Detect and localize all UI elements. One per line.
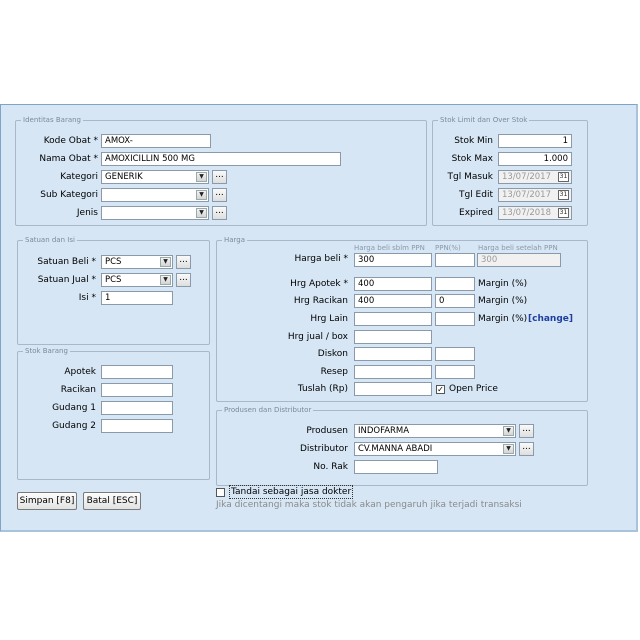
sub-kategori-select[interactable] <box>101 188 209 202</box>
satuan-beli-browse-button[interactable]: ... <box>176 255 191 269</box>
tuslah-input[interactable] <box>354 382 432 396</box>
distributor-label: Distributor <box>299 444 348 454</box>
margin-apotek-input[interactable] <box>435 277 475 291</box>
satuan-beli-value: PCS <box>105 257 122 267</box>
ppn-input[interactable] <box>435 253 475 267</box>
diskon-input[interactable] <box>354 347 432 361</box>
chevron-down-icon[interactable]: ▼ <box>196 172 207 182</box>
isi-input[interactable]: 1 <box>101 291 173 305</box>
hrg-racikan-label: Hrg Racikan <box>293 296 348 306</box>
diskon-label: Diskon <box>317 349 348 359</box>
satuan-jual-select[interactable] <box>101 273 173 287</box>
no-rak-label: No. Rak <box>313 462 348 472</box>
margin-lain-input[interactable] <box>435 312 475 326</box>
stok-gudang1-input[interactable] <box>101 401 173 415</box>
jenis-select[interactable] <box>101 206 209 220</box>
margin-label: Margin (%) <box>478 279 528 289</box>
hrg-lain-input[interactable] <box>354 312 432 326</box>
kode-obat-input[interactable]: AMOX- <box>101 134 211 148</box>
jenis-browse-button[interactable]: ... <box>212 206 227 220</box>
harga-setelah-ppn-input: 300 <box>477 253 561 267</box>
diskon-percent-input[interactable] <box>435 347 475 361</box>
group-title: Produsen dan Distributor <box>224 406 312 414</box>
open-price-checkbox[interactable]: ✓ <box>437 385 444 394</box>
expired-input[interactable] <box>498 206 572 220</box>
stok-gudang1-label: Gudang 1 <box>52 403 96 413</box>
hrg-lain-label: Hrg Lain <box>310 314 348 324</box>
chevron-down-icon[interactable]: ▼ <box>196 190 207 200</box>
calendar-icon[interactable]: 31 <box>559 191 568 198</box>
change-link[interactable]: [change] <box>528 314 573 324</box>
kategori-label: Kategori <box>60 172 98 182</box>
harga-beli-input[interactable]: 300 <box>354 253 432 267</box>
tgl-edit-label: Tgl Edit <box>458 190 493 200</box>
hrg-jual-box-input[interactable] <box>354 330 432 344</box>
margin-label: Margin (%) <box>478 314 528 324</box>
sub-kategori-browse-button[interactable]: ... <box>212 188 227 202</box>
jasa-dokter-hint: Jika dicentangi maka stok tidak akan pengaruh jika terjadi transaksi <box>216 500 522 510</box>
tgl-masuk-label: Tgl Masuk <box>447 172 493 182</box>
jasa-dokter-checkbox[interactable] <box>216 488 225 497</box>
group-title: Stok Limit dan Over Stok <box>440 116 528 124</box>
distributor-select[interactable] <box>354 442 516 456</box>
resep-input[interactable] <box>354 365 432 379</box>
group-title: Satuan dan Isi <box>25 236 75 244</box>
satuan-beli-select[interactable] <box>101 255 173 269</box>
jenis-label: Jenis <box>76 208 98 218</box>
chevron-down-icon[interactable]: ▼ <box>503 444 514 454</box>
stok-apotek-input[interactable] <box>101 365 173 379</box>
tuslah-label: Tuslah (Rp) <box>297 384 348 394</box>
tgl-edit-input[interactable] <box>498 188 572 202</box>
hrg-apotek-input[interactable]: 400 <box>354 277 432 291</box>
stok-racikan-input[interactable] <box>101 383 173 397</box>
stok-min-input[interactable]: 1 <box>498 134 572 148</box>
resep-label: Resep <box>320 367 348 377</box>
tgl-masuk-input[interactable] <box>498 170 572 184</box>
chevron-down-icon[interactable]: ▼ <box>160 275 171 285</box>
satuan-beli-label: Satuan Beli * <box>37 257 96 267</box>
satuan-jual-browse-button[interactable]: ... <box>176 273 191 287</box>
col-harga-sblm-ppn: Harga beli sblm PPN <box>354 244 425 252</box>
tgl-masuk-value: 13/07/2017 <box>502 172 551 182</box>
chevron-down-icon[interactable]: ▼ <box>196 208 207 218</box>
satuan-jual-label: Satuan Jual * <box>37 275 96 285</box>
margin-label: Margin (%) <box>478 296 528 306</box>
harga-beli-label: Harga beli * <box>294 254 348 264</box>
hrg-jual-box-label: Hrg jual / box <box>287 332 348 342</box>
chevron-down-icon[interactable]: ▼ <box>160 257 171 267</box>
stok-gudang2-label: Gudang 2 <box>52 421 96 431</box>
stok-max-label: Stok Max <box>451 154 493 164</box>
produsen-value: INDOFARMA <box>358 426 410 436</box>
expired-label: Expired <box>459 208 493 218</box>
open-price-label: Open Price <box>449 384 498 394</box>
distributor-browse-button[interactable]: ... <box>519 442 534 456</box>
hrg-apotek-label: Hrg Apotek * <box>290 279 348 289</box>
stok-apotek-label: Apotek <box>64 367 96 377</box>
stok-gudang2-input[interactable] <box>101 419 173 433</box>
nama-obat-label: Nama Obat * <box>39 154 98 164</box>
expired-value: 13/07/2018 <box>502 208 551 218</box>
kode-obat-label: Kode Obat * <box>43 136 98 146</box>
chevron-down-icon[interactable]: ▼ <box>503 426 514 436</box>
stok-min-label: Stok Min <box>454 136 493 146</box>
tgl-edit-value: 13/07/2017 <box>502 190 551 200</box>
kategori-select[interactable] <box>101 170 209 184</box>
no-rak-input[interactable] <box>354 460 438 474</box>
produsen-label: Produsen <box>306 426 348 436</box>
col-harga-setelah-ppn: Harga beli setelah PPN <box>478 244 558 252</box>
nama-obat-input[interactable]: AMOXICILLIN 500 MG <box>101 152 341 166</box>
satuan-jual-value: PCS <box>105 275 122 285</box>
margin-racikan-input[interactable]: 0 <box>435 294 475 308</box>
kategori-browse-button[interactable]: ... <box>212 170 227 184</box>
stok-max-input[interactable]: 1.000 <box>498 152 572 166</box>
isi-label: Isi * <box>78 293 96 303</box>
produsen-select[interactable] <box>354 424 516 438</box>
kategori-value: GENERIK <box>105 172 143 182</box>
group-title: Identitas Barang <box>23 116 81 124</box>
calendar-icon[interactable]: 31 <box>559 173 568 180</box>
sub-kategori-label: Sub Kategori <box>40 190 98 200</box>
jasa-dokter-label: Tandai sebagai jasa dokter <box>231 487 352 497</box>
group-title: Stok Barang <box>25 347 68 355</box>
hrg-racikan-input[interactable]: 400 <box>354 294 432 308</box>
col-ppn: PPN(%) <box>435 244 461 252</box>
stok-racikan-label: Racikan <box>60 385 96 395</box>
group-title: Harga <box>224 236 246 244</box>
produsen-browse-button[interactable]: ... <box>519 424 534 438</box>
calendar-icon[interactable]: 31 <box>559 209 568 216</box>
batal-button[interactable]: Batal [ESC] <box>83 492 141 510</box>
item-form-window <box>0 104 638 532</box>
simpan-button[interactable]: Simpan [F8] <box>17 492 77 510</box>
distributor-value: CV.MANNA ABADI <box>358 444 433 454</box>
resep-percent-input[interactable] <box>435 365 475 379</box>
